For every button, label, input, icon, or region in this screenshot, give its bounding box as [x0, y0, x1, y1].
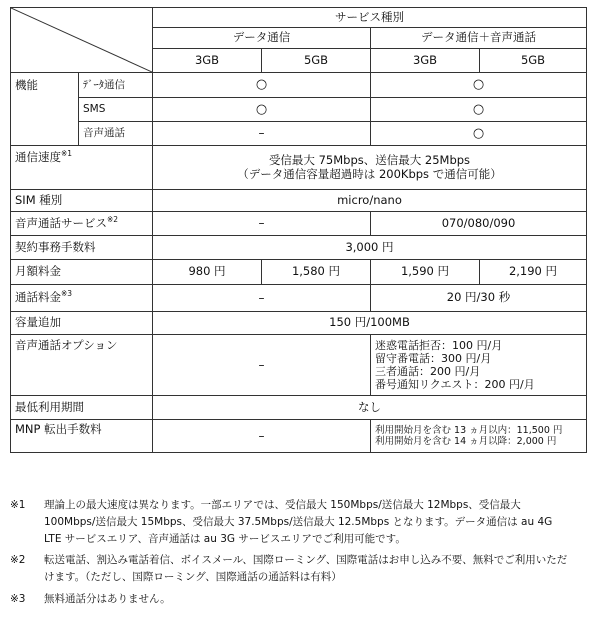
footnote [10, 591, 584, 608]
speed-value-cell [153, 146, 587, 190]
feature-label-sms: SMS [79, 98, 153, 122]
footnote-line: 転送電話、割込み電話着信、ボイスメール、国際ローミング、国際電話はお申し込み不要、無料でご利用いただ [44, 554, 568, 567]
monthly-fee-value: 980 円 [153, 260, 262, 285]
features-label: 機能 [11, 73, 79, 146]
speed-line-1: 受信最大 75Mbps、送信最大 25Mbps [268, 152, 471, 167]
monthly-fee-value: 1,580 円 [262, 260, 371, 285]
footnote-mark: ※2 [10, 554, 26, 567]
feature-data-availability: ○ [153, 98, 371, 122]
voice-service-data: – [153, 212, 371, 236]
footnotes [10, 497, 584, 613]
capacity-add-value: 150 円/100MB [153, 312, 587, 335]
call-fee-voice: 20 円/30 秒 [371, 285, 587, 312]
diagonal-line [11, 8, 152, 72]
capacity-header: 3GB [371, 49, 480, 73]
feature-label-voice: 音声通話 [79, 122, 153, 146]
feature-voice-availability: ○ [371, 98, 587, 122]
monthly-fee-label: 月額料金 [11, 260, 153, 285]
capacity-header: 3GB [153, 49, 262, 73]
speed-line-2: （データ通信容量超過時は 200Kbps で通信可能） [237, 166, 502, 181]
voice-service-label-cell [11, 212, 153, 236]
data-plan-header: データ通信 [153, 28, 371, 49]
voice-service-note-mark: ※2 [107, 214, 119, 224]
feature-data-availability: – [153, 122, 371, 146]
mnp-fee-label: MNP 転出手数料 [11, 420, 153, 453]
sim-label: SIM 種別 [11, 190, 153, 212]
footnote-line: けます。（ただし、国際ローミング、国際通話の通話料は有料） [44, 571, 342, 584]
capacity-header: 5GB [480, 49, 587, 73]
voice-service-label: 音声通話サービス [15, 215, 107, 230]
service-type-header: サービス種別 [153, 8, 587, 28]
call-fee-label: 通話料金 [15, 290, 61, 305]
footnote-text [44, 591, 584, 608]
footnote-mark: ※3 [10, 592, 26, 605]
header-corner-cell [11, 8, 153, 73]
footnote [10, 552, 584, 586]
feature-label-data: ﾃﾞｰﾀ通信 [79, 73, 153, 98]
voice-option-item: 迷惑電話拒否：100 円/月 [375, 338, 503, 352]
voice-option-item: 留守番電話：300 円/月 [375, 351, 492, 365]
data-voice-plan-header: データ通信＋音声通話 [371, 28, 587, 49]
speed-label: 通信速度 [15, 150, 61, 164]
mnp-fee-item: 利用開始月を含む 14 ヵ月以降：2,000 円 [375, 436, 557, 447]
footnote-text [44, 552, 584, 586]
contract-fee-value: 3,000 円 [153, 236, 587, 260]
feature-data-availability: ○ [153, 73, 371, 98]
capacity-add-label: 容量追加 [11, 312, 153, 335]
capacity-header: 5GB [262, 49, 371, 73]
mnp-fee-list [371, 420, 587, 453]
feature-voice-availability: ○ [371, 122, 587, 146]
footnote-line: 100Mbps/送信最大 15Mbps、受信最大 37.5Mbps/送信最大 12.5Mbps となります。データ通信は au 4G [44, 515, 553, 528]
voice-option-item: 三者通話：200 円/月 [375, 365, 481, 378]
mnp-fee-data: – [153, 420, 371, 453]
monthly-fee-value: 1,590 円 [371, 260, 480, 285]
voice-options-list [371, 335, 587, 396]
footnote-line: 理論上の最大速度は異なります。一部エリアでは、受信最大 150Mbps/送信最大 12Mbps、受信最大 [44, 499, 521, 511]
voice-options-data: – [153, 335, 371, 396]
voice-options-label: 音声通話オプション [11, 335, 153, 396]
speed-note-mark: ※1 [61, 149, 73, 159]
footnote-mark: ※1 [10, 499, 26, 511]
footnote-text [44, 497, 584, 547]
sim-value: micro/nano [153, 190, 587, 212]
contract-fee-label: 契約事務手数料 [11, 236, 153, 260]
speed-label-cell [11, 146, 153, 190]
call-fee-note-mark: ※3 [61, 289, 73, 299]
call-fee-label-cell [11, 285, 153, 312]
voice-option-item: 番号通知リクエスト：200 円/月 [375, 378, 535, 392]
call-fee-data: – [153, 285, 371, 312]
monthly-fee-value: 2,190 円 [480, 260, 587, 285]
feature-voice-availability: ○ [371, 73, 587, 98]
min-period-value: なし [153, 396, 587, 420]
service-plan-table [10, 7, 587, 453]
voice-service-numbers: 070/080/090 [371, 212, 587, 236]
mnp-fee-item: 利用開始月を含む 13 ヵ月以内：11,500 円 [375, 424, 563, 436]
min-period-label: 最低利用期間 [11, 396, 153, 420]
footnote-line: LTE サービスエリア、音声通話は au 3G サービスエリアでご利用可能です。 [44, 532, 406, 545]
footnote-line: 無料通話分はありません。 [44, 592, 171, 605]
footnote [10, 497, 584, 547]
